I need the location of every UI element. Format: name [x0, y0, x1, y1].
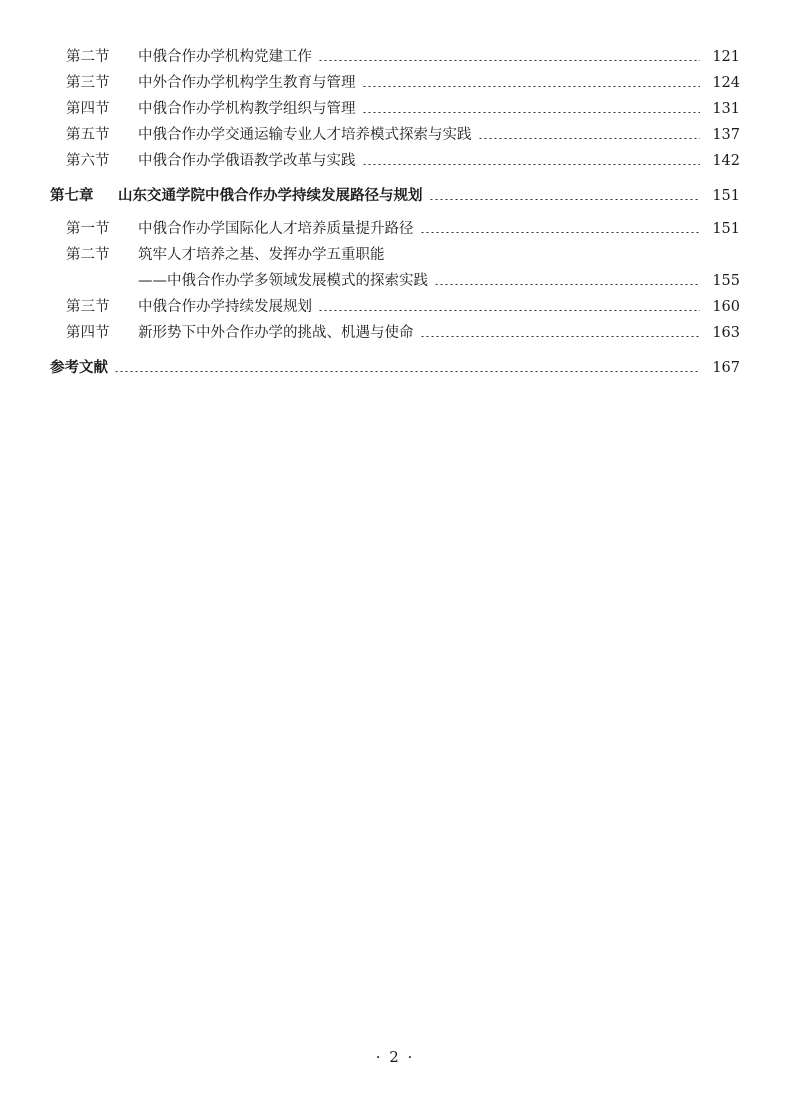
page-folio: · 2 · — [375, 1048, 415, 1066]
dot-leader — [362, 164, 701, 165]
section-number: 第六节 — [66, 153, 110, 169]
page-number: 131 — [712, 101, 740, 117]
page-number: 151 — [712, 221, 740, 237]
page-number: 163 — [712, 325, 740, 341]
dot-leader — [114, 371, 700, 372]
toc-entry[interactable] — [50, 44, 740, 70]
section-number: 第四节 — [66, 101, 110, 117]
section-number: 第三节 — [66, 299, 110, 315]
section-title: 中俄合作办学俄语教学改革与实践 — [138, 153, 356, 169]
section-subtitle: ——中俄合作办学多领域发展模式的探索实践 — [138, 273, 428, 289]
section-title: 中俄合作办学国际化人才培养质量提升路径 — [138, 221, 414, 237]
toc-entry-subtitle[interactable] — [50, 268, 740, 294]
dot-leader — [429, 199, 701, 200]
page-number: 151 — [712, 188, 740, 204]
page-number: 155 — [712, 273, 740, 289]
section-number: 第五节 — [66, 127, 110, 143]
section-title: 中外合作办学机构学生教育与管理 — [138, 75, 356, 91]
page-number: 121 — [712, 49, 740, 65]
section-title: 新形势下中外合作办学的挑战、机遇与使命 — [138, 325, 414, 341]
toc-entry[interactable] — [50, 320, 740, 346]
section-title: 中俄合作办学机构教学组织与管理 — [138, 101, 356, 117]
toc-entry[interactable] — [50, 122, 740, 148]
chapter-title: 山东交通学院中俄合作办学持续发展路径与规划 — [118, 188, 423, 204]
dot-leader — [420, 232, 701, 233]
section-number: 第二节 — [66, 49, 110, 65]
dot-leader — [420, 336, 701, 337]
section-number: 第四节 — [66, 325, 110, 341]
page-number: 137 — [712, 127, 740, 143]
toc-entry[interactable] — [50, 294, 740, 320]
section-number: 第二节 — [66, 247, 110, 263]
page-number: 142 — [712, 153, 740, 169]
dot-leader — [434, 284, 700, 285]
toc-entry[interactable] — [50, 242, 740, 268]
toc-entry[interactable] — [50, 216, 740, 242]
toc-entry[interactable] — [50, 70, 740, 96]
section-title: 中俄合作办学机构党建工作 — [138, 49, 312, 65]
table-of-contents — [50, 44, 740, 381]
section-number: 第三节 — [66, 75, 110, 91]
toc-entry[interactable] — [50, 96, 740, 122]
chapter-number: 第七章 — [50, 188, 94, 204]
section-title: 中俄合作办学交通运输专业人才培养模式探索与实践 — [138, 127, 472, 143]
section-title: 筑牢人才培养之基、发挥办学五重职能 — [138, 247, 385, 263]
toc-entry[interactable] — [50, 148, 740, 174]
dot-leader — [362, 112, 701, 113]
section-title: 中俄合作办学持续发展规划 — [138, 299, 312, 315]
toc-references-entry[interactable] — [50, 355, 740, 381]
dot-leader — [318, 310, 700, 311]
page-number: 160 — [712, 299, 740, 315]
page-number: 124 — [712, 75, 740, 91]
dot-leader — [362, 86, 701, 87]
page-number: 167 — [712, 360, 740, 376]
dot-leader — [478, 138, 701, 139]
dot-leader — [318, 60, 700, 61]
references-title: 参考文献 — [50, 360, 108, 376]
toc-chapter-entry[interactable] — [50, 183, 740, 209]
section-number: 第一节 — [66, 221, 110, 237]
